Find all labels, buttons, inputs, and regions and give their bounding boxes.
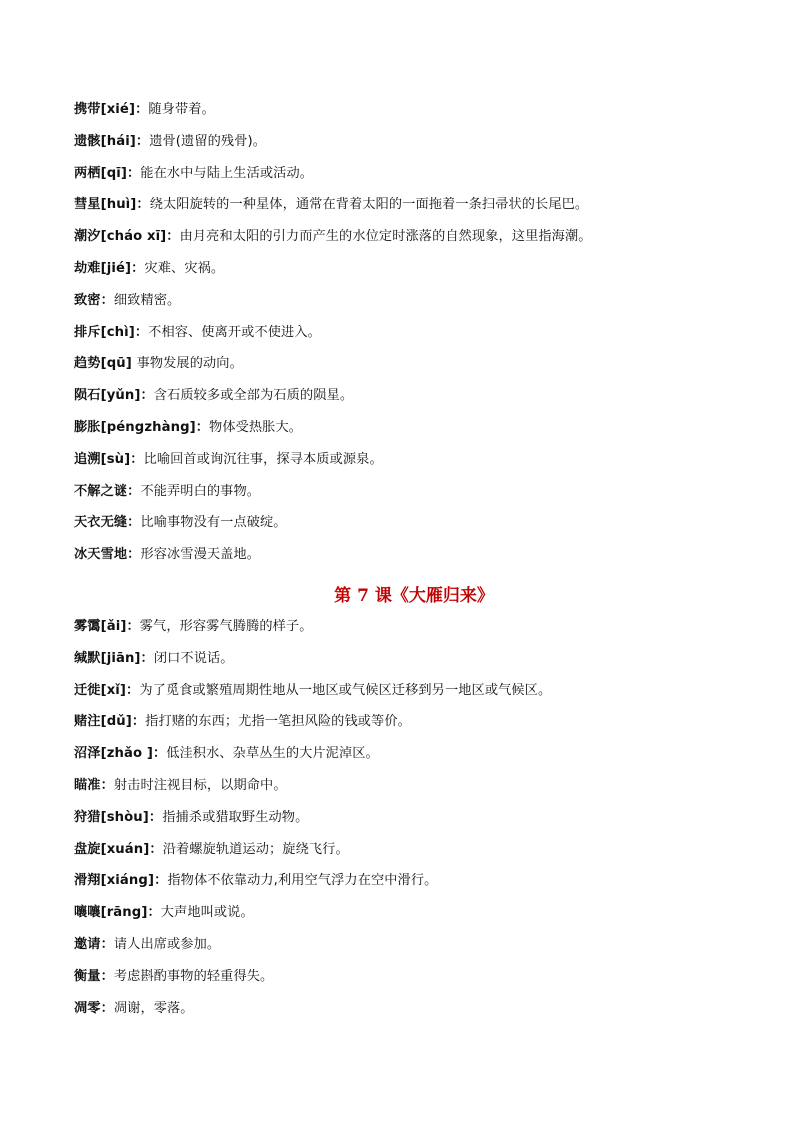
vocab-definition: 请人出席或参加。 xyxy=(113,936,221,952)
vocab-definition: 闭口不说话。 xyxy=(153,650,234,666)
vocab-entry xyxy=(74,647,734,679)
vocab-term: 遗骸[hái]： xyxy=(74,133,150,149)
vocab-entry xyxy=(74,511,734,543)
vocab-definition: 凋谢，零落。 xyxy=(113,1000,194,1016)
vocab-definition: 不相容、使离开或不使进入。 xyxy=(148,324,321,340)
vocab-definition: 细致精密。 xyxy=(113,292,181,308)
vocab-definition: 能在水中与陆上生活或活动。 xyxy=(140,165,314,181)
vocab-entry xyxy=(74,710,734,742)
vocab-entry xyxy=(74,257,734,289)
vocab-term: 滑翔[xiáng]： xyxy=(74,873,168,889)
vocabulary-list xyxy=(74,98,734,1028)
vocab-definition: 比喻回首或询沉往事，探寻本质或源泉。 xyxy=(143,451,383,467)
vocab-term: 劫难[jié]： xyxy=(74,260,145,276)
vocab-definition: 随身带着。 xyxy=(148,102,215,117)
vocab-definition: 为了觅食或繁殖周期性地从一地区或气候区迁移到另一地区或气候区。 xyxy=(139,682,552,698)
vocab-definition: 绕太阳旋转的一种星体，通常在背着太阳的一面拖着一条扫帚状的长尾巴。 xyxy=(149,197,589,213)
vocab-definition: 灾难、灾祸。 xyxy=(144,260,225,276)
vocab-term: 潮汐[cháo xī]： xyxy=(74,229,180,245)
vocab-term: 排斥[chì]： xyxy=(74,324,149,340)
vocab-term: 凋零： xyxy=(74,1000,114,1016)
vocab-entry xyxy=(74,98,734,130)
vocab-entry xyxy=(74,933,734,965)
vocab-definition: 指物体不依靠动力,利用空气浮力在空中滑行。 xyxy=(167,873,438,889)
vocab-entry xyxy=(74,679,734,711)
vocab-entry xyxy=(74,543,734,575)
vocab-term: 天衣无缝： xyxy=(74,515,141,531)
vocab-definition: 物体受热胀大。 xyxy=(209,419,303,435)
vocab-definition: 遗骨(遗留的残骨)。 xyxy=(149,133,267,149)
vocab-definition: 低洼积水、杂草丛生的大片泥淖区。 xyxy=(166,746,379,762)
vocab-term: 盘旋[xuán]： xyxy=(74,841,163,857)
vocab-entry xyxy=(74,162,734,194)
vocab-term: 狩猎[shòu]： xyxy=(74,809,163,825)
vocab-entry xyxy=(74,193,734,225)
vocab-definition: 形容冰雪漫天盖地。 xyxy=(140,547,261,563)
vocab-definition: 比喻事物没有一点破绽。 xyxy=(140,515,287,531)
vocab-term: 雾霭[ǎi]： xyxy=(74,618,140,634)
vocab-term: 赌注[dǔ]： xyxy=(74,714,146,730)
vocab-entry xyxy=(74,130,734,162)
vocab-definition: 指捕杀或猎取野生动物。 xyxy=(162,809,309,825)
vocab-entry xyxy=(74,965,734,997)
vocab-entry xyxy=(74,480,734,512)
vocab-term: 趋势[qū] xyxy=(74,356,137,372)
vocab-term: 不解之谜： xyxy=(74,483,141,499)
vocab-entry xyxy=(74,869,734,901)
vocab-entry xyxy=(74,742,734,774)
vocab-term: 致密： xyxy=(74,292,114,308)
vocab-entry xyxy=(74,321,734,353)
vocab-term: 膨胀[péngzhàng]： xyxy=(74,419,210,435)
vocab-definition: 不能弄明白的事物。 xyxy=(140,483,261,499)
vocab-term: 迁徙[xǐ]： xyxy=(74,682,140,698)
vocab-term: 瞄准： xyxy=(74,777,114,793)
vocab-entry xyxy=(74,289,734,321)
vocab-definition: 指打赌的东西；尤指一笔担风险的钱或等价。 xyxy=(145,714,411,730)
vocab-term: 嚷嚷[rāng]： xyxy=(74,905,161,921)
vocab-entry xyxy=(74,901,734,933)
vocab-term: 邀请： xyxy=(74,936,114,952)
lesson-heading: 第 7 课《大雁归来》 xyxy=(334,585,494,606)
vocab-entry xyxy=(74,806,734,838)
vocab-term: 陨石[yǔn]： xyxy=(74,388,154,404)
vocab-entry xyxy=(74,448,734,480)
vocab-definition: 沿着螺旋轨道运动；旋绕飞行。 xyxy=(162,841,349,857)
vocab-entry xyxy=(74,997,734,1029)
vocab-term: 缄默[jiān]： xyxy=(74,650,154,666)
vocab-term: 追溯[sù]： xyxy=(74,451,144,467)
vocab-entry xyxy=(74,615,734,647)
vocab-term: 彗星[huì]： xyxy=(74,197,150,213)
vocab-definition: 射击时注视目标，以期命中。 xyxy=(113,777,287,793)
vocab-definition: 由月亮和太阳的引力而产生的水位定时涨落的自然现象，这里指海潮。 xyxy=(179,229,592,245)
vocab-entry xyxy=(74,225,734,257)
vocab-term: 沼泽[zhǎo ]： xyxy=(74,746,167,762)
vocab-definition: 雾气，形容雾气腾腾的样子。 xyxy=(139,618,313,634)
vocab-term: 携带[xié]： xyxy=(74,102,149,117)
vocab-entry xyxy=(74,352,734,384)
vocab-entry xyxy=(74,838,734,870)
vocab-definition: 含石质较多或全部为石质的陨星。 xyxy=(153,388,354,404)
vocab-entry xyxy=(74,774,734,806)
vocab-definition: 事物发展的动向。 xyxy=(136,356,243,372)
vocab-entry xyxy=(74,384,734,416)
vocab-definition: 大声地叫或说。 xyxy=(160,905,254,921)
vocab-term: 冰天雪地： xyxy=(74,547,141,563)
vocab-term: 两栖[qī]： xyxy=(74,165,141,181)
vocab-entry xyxy=(74,416,734,448)
vocab-term: 衡量： xyxy=(74,968,114,984)
vocab-definition: 考虑斟酌事物的轻重得失。 xyxy=(113,968,274,984)
